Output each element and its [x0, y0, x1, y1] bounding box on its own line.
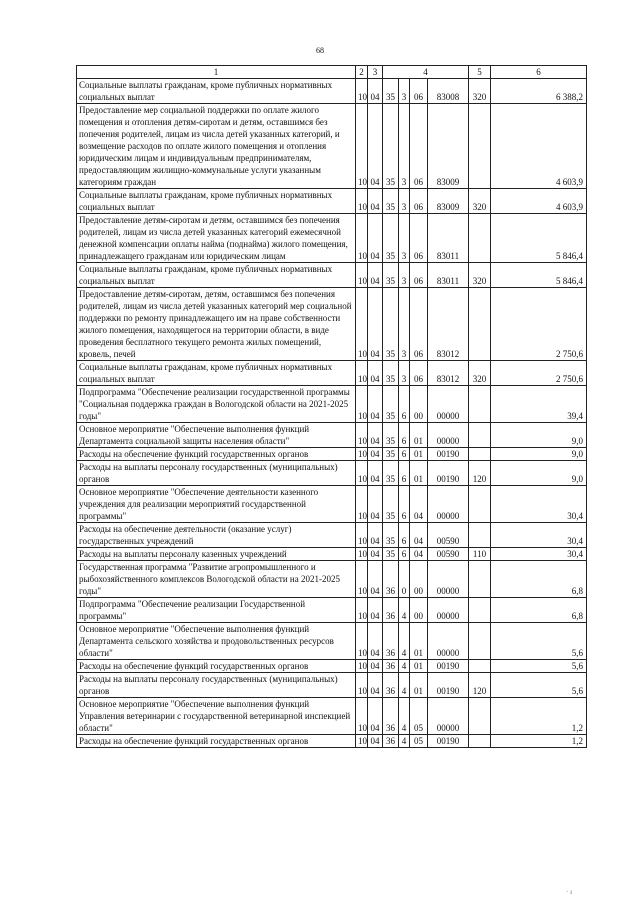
row-name-cell: Социальные выплаты гражданам, кроме публичных нормативных социальных выплат: [77, 263, 356, 288]
subprogram-code-cell: 4: [399, 660, 410, 673]
table-row: [77, 288, 587, 361]
table-row: [77, 673, 587, 698]
header-col-1: 1: [77, 66, 356, 79]
event-code-cell: 00: [410, 561, 428, 598]
direction-code-cell: 00590: [428, 548, 469, 561]
section-code-cell: 10: [356, 214, 368, 263]
amount-cell: 5 846,4: [491, 214, 587, 263]
subprogram-code-cell: 3: [399, 104, 410, 189]
section-code-cell: 10: [356, 189, 368, 214]
amount-cell: 4 603,9: [491, 104, 587, 189]
expense-type-cell: [469, 423, 491, 448]
row-name-cell: Основное мероприятие "Обеспечение выполнения функций Управления ветеринарии с государственной ветеринарной инспекцией области": [77, 698, 356, 735]
table-row: [77, 598, 587, 623]
subprogram-code-cell: 3: [399, 79, 410, 104]
event-code-cell: 01: [410, 673, 428, 698]
subsection-code-cell: 04: [368, 79, 383, 104]
section-code-cell: 10: [356, 461, 368, 486]
subsection-code-cell: 04: [368, 561, 383, 598]
subsection-code-cell: 04: [368, 214, 383, 263]
table-header: [77, 66, 587, 79]
section-code-cell: 10: [356, 735, 368, 748]
expense-type-cell: 320: [469, 361, 491, 386]
subsection-code-cell: 04: [368, 548, 383, 561]
row-name-cell: Предоставление детям-сиротам и детям, оставшимся без попечения родителей, лицам из числа детей указанных категорий ежемесячной денежной компенсации оплаты найма (поднайма) жилого помещения, принадлежащего гражданам или юридическим лицам: [77, 214, 356, 263]
direction-code-cell: 83009: [428, 104, 469, 189]
expense-type-cell: [469, 623, 491, 660]
direction-code-cell: 83012: [428, 288, 469, 361]
expense-type-cell: [469, 523, 491, 548]
subsection-code-cell: 04: [368, 598, 383, 623]
table-row: [77, 561, 587, 598]
event-code-cell: 05: [410, 698, 428, 735]
section-code-cell: 10: [356, 698, 368, 735]
subprogram-code-cell: 6: [399, 548, 410, 561]
program-code-cell: 35: [383, 548, 399, 561]
subsection-code-cell: 04: [368, 361, 383, 386]
section-code-cell: 10: [356, 598, 368, 623]
subsection-code-cell: 04: [368, 673, 383, 698]
row-name-cell: Расходы на обеспечение деятельности (оказание услуг) государственных учреждений: [77, 523, 356, 548]
direction-code-cell: 83011: [428, 214, 469, 263]
subprogram-code-cell: 4: [399, 598, 410, 623]
program-code-cell: 36: [383, 698, 399, 735]
program-code-cell: 35: [383, 189, 399, 214]
direction-code-cell: 83008: [428, 79, 469, 104]
expense-type-cell: 320: [469, 79, 491, 104]
budget-table: [76, 65, 587, 748]
amount-cell: 6 388,2: [491, 79, 587, 104]
subsection-code-cell: 04: [368, 386, 383, 423]
direction-code-cell: 00190: [428, 735, 469, 748]
section-code-cell: 10: [356, 288, 368, 361]
expense-type-cell: 110: [469, 548, 491, 561]
amount-cell: 9,0: [491, 461, 587, 486]
program-code-cell: 35: [383, 423, 399, 448]
header-col-5: 5: [469, 66, 491, 79]
expense-type-cell: [469, 448, 491, 461]
table-row: [77, 523, 587, 548]
section-code-cell: 10: [356, 79, 368, 104]
section-code-cell: 10: [356, 386, 368, 423]
row-name-cell: Предоставление детям-сиротам, детям, оставшимся без попечения родителей, лицам из числа детей указанных категорий мер социальной поддержки по ремонту принадлежащего им на праве собственности жилого помещения, находящегося на территории области, в виде проведения бесплатного текущего ремонта жилых помещений, кровель, печей: [77, 288, 356, 361]
section-code-cell: 10: [356, 523, 368, 548]
section-code-cell: 10: [356, 623, 368, 660]
amount-cell: 5,6: [491, 673, 587, 698]
header-col-6: 6: [491, 66, 587, 79]
row-name-cell: Основное мероприятие "Обеспечение деятельности казенного учреждения для реализации мероприятий государственной программы": [77, 486, 356, 523]
expense-type-cell: [469, 288, 491, 361]
amount-cell: 5 846,4: [491, 263, 587, 288]
expense-type-cell: 320: [469, 263, 491, 288]
table-row: [77, 623, 587, 660]
amount-cell: 6,8: [491, 598, 587, 623]
amount-cell: 30,4: [491, 523, 587, 548]
expense-type-cell: [469, 735, 491, 748]
subprogram-code-cell: 3: [399, 288, 410, 361]
section-code-cell: 10: [356, 423, 368, 448]
header-col-4: 4: [383, 66, 469, 79]
expense-type-cell: [469, 660, 491, 673]
header-col-2: 2: [356, 66, 368, 79]
section-code-cell: 10: [356, 660, 368, 673]
subsection-code-cell: 04: [368, 660, 383, 673]
row-name-cell: Расходы на обеспечение функций государственных органов: [77, 735, 356, 748]
subsection-code-cell: 04: [368, 523, 383, 548]
expense-type-cell: [469, 486, 491, 523]
scan-mark: · ı: [566, 888, 573, 896]
table-row: [77, 263, 587, 288]
event-code-cell: 06: [410, 189, 428, 214]
section-code-cell: 10: [356, 361, 368, 386]
event-code-cell: 04: [410, 486, 428, 523]
amount-cell: 39,4: [491, 386, 587, 423]
amount-cell: 5,6: [491, 660, 587, 673]
expense-type-cell: [469, 386, 491, 423]
subsection-code-cell: 04: [368, 623, 383, 660]
event-code-cell: 01: [410, 461, 428, 486]
program-code-cell: 35: [383, 448, 399, 461]
program-code-cell: 35: [383, 523, 399, 548]
subprogram-code-cell: 6: [399, 523, 410, 548]
event-code-cell: 06: [410, 288, 428, 361]
row-name-cell: Предоставление мер социальной поддержки по оплате жилого помещения и отопления детям-сиротам и детям, оставшимся без попечения родителей, лицам из числа детей указанных категорий, и возмещение расходов по оплате жилого помещения и отопления юридическим лицам и индивидуальным предпринимателям, предоставляющим жилищно-коммунальные услуги указанным категориям граждан: [77, 104, 356, 189]
direction-code-cell: 00190: [428, 461, 469, 486]
subprogram-code-cell: 3: [399, 214, 410, 263]
section-code-cell: 10: [356, 263, 368, 288]
amount-cell: 9,0: [491, 448, 587, 461]
direction-code-cell: 00000: [428, 698, 469, 735]
direction-code-cell: 00000: [428, 386, 469, 423]
table-row: [77, 386, 587, 423]
program-code-cell: 35: [383, 288, 399, 361]
event-code-cell: 01: [410, 660, 428, 673]
subprogram-code-cell: 6: [399, 486, 410, 523]
subprogram-code-cell: 4: [399, 698, 410, 735]
subsection-code-cell: 04: [368, 735, 383, 748]
section-code-cell: 10: [356, 486, 368, 523]
subsection-code-cell: 04: [368, 698, 383, 735]
row-name-cell: Подпрограмма "Обеспечение реализации Государственной программы": [77, 598, 356, 623]
amount-cell: 9,0: [491, 423, 587, 448]
expense-type-cell: [469, 598, 491, 623]
program-code-cell: 35: [383, 461, 399, 486]
direction-code-cell: 00000: [428, 623, 469, 660]
expense-type-cell: 320: [469, 189, 491, 214]
table-row: [77, 189, 587, 214]
subprogram-code-cell: 6: [399, 448, 410, 461]
table-row: [77, 423, 587, 448]
program-code-cell: 35: [383, 214, 399, 263]
row-name-cell: Основное мероприятие "Обеспечение выполнения функций Департамента сельского хозяйства и продовольственных ресурсов области": [77, 623, 356, 660]
amount-cell: 4 603,9: [491, 189, 587, 214]
table-row: [77, 461, 587, 486]
event-code-cell: 06: [410, 104, 428, 189]
amount-cell: 2 750,6: [491, 361, 587, 386]
program-code-cell: 35: [383, 386, 399, 423]
row-name-cell: Расходы на обеспечение функций государственных органов: [77, 660, 356, 673]
table-row: [77, 448, 587, 461]
event-code-cell: 06: [410, 361, 428, 386]
program-code-cell: 36: [383, 598, 399, 623]
section-code-cell: 10: [356, 673, 368, 698]
direction-code-cell: 00000: [428, 598, 469, 623]
subsection-code-cell: 04: [368, 263, 383, 288]
table-row: [77, 214, 587, 263]
subprogram-code-cell: 6: [399, 423, 410, 448]
subprogram-code-cell: 0: [399, 561, 410, 598]
subprogram-code-cell: 3: [399, 189, 410, 214]
amount-cell: 1,2: [491, 698, 587, 735]
expense-type-cell: 120: [469, 673, 491, 698]
table-body: [77, 79, 587, 748]
direction-code-cell: 00590: [428, 523, 469, 548]
subsection-code-cell: 04: [368, 104, 383, 189]
program-code-cell: 35: [383, 104, 399, 189]
subsection-code-cell: 04: [368, 461, 383, 486]
amount-cell: 6,8: [491, 561, 587, 598]
table-row: [77, 361, 587, 386]
subsection-code-cell: 04: [368, 189, 383, 214]
subprogram-code-cell: 3: [399, 361, 410, 386]
program-code-cell: 36: [383, 623, 399, 660]
subprogram-code-cell: 4: [399, 623, 410, 660]
table-row: [77, 735, 587, 748]
event-code-cell: 06: [410, 263, 428, 288]
row-name-cell: Расходы на выплаты персоналу государственных (муниципальных) органов: [77, 673, 356, 698]
event-code-cell: 01: [410, 448, 428, 461]
subsection-code-cell: 04: [368, 486, 383, 523]
row-name-cell: Расходы на выплаты персоналу казенных учреждений: [77, 548, 356, 561]
table-row: [77, 698, 587, 735]
direction-code-cell: 00190: [428, 673, 469, 698]
direction-code-cell: 83012: [428, 361, 469, 386]
section-code-cell: 10: [356, 104, 368, 189]
table-row: [77, 486, 587, 523]
expense-type-cell: [469, 104, 491, 189]
row-name-cell: Социальные выплаты гражданам, кроме публичных нормативных социальных выплат: [77, 79, 356, 104]
direction-code-cell: 00000: [428, 423, 469, 448]
expense-type-cell: [469, 698, 491, 735]
amount-cell: 2 750,6: [491, 288, 587, 361]
row-name-cell: Государственная программа "Развитие агропромышленного и рыбохозяйственного комплексов Вологодской области на 2021-2025 годы": [77, 561, 356, 598]
header-col-3: 3: [368, 66, 383, 79]
event-code-cell: 06: [410, 79, 428, 104]
row-name-cell: Расходы на обеспечение функций государственных органов: [77, 448, 356, 461]
event-code-cell: 05: [410, 735, 428, 748]
section-code-cell: 10: [356, 561, 368, 598]
expense-type-cell: [469, 561, 491, 598]
amount-cell: 30,4: [491, 486, 587, 523]
subprogram-code-cell: 3: [399, 263, 410, 288]
table-row: [77, 548, 587, 561]
subsection-code-cell: 04: [368, 448, 383, 461]
program-code-cell: 36: [383, 561, 399, 598]
event-code-cell: 00: [410, 598, 428, 623]
program-code-cell: 36: [383, 660, 399, 673]
program-code-cell: 36: [383, 673, 399, 698]
program-code-cell: 36: [383, 735, 399, 748]
expense-type-cell: 120: [469, 461, 491, 486]
subprogram-code-cell: 4: [399, 735, 410, 748]
page-number: 68: [316, 46, 324, 55]
event-code-cell: 00: [410, 386, 428, 423]
row-name-cell: Подпрограмма "Обеспечение реализации государственной программы "Социальная поддержка граждан в Вологодской области на 2021-2025 годы": [77, 386, 356, 423]
row-name-cell: Социальные выплаты гражданам, кроме публичных нормативных социальных выплат: [77, 361, 356, 386]
direction-code-cell: 00000: [428, 486, 469, 523]
program-code-cell: 35: [383, 263, 399, 288]
table-row: [77, 79, 587, 104]
subprogram-code-cell: 4: [399, 673, 410, 698]
program-code-cell: 35: [383, 79, 399, 104]
amount-cell: 1,2: [491, 735, 587, 748]
amount-cell: 30,4: [491, 548, 587, 561]
direction-code-cell: 00190: [428, 660, 469, 673]
program-code-cell: 35: [383, 486, 399, 523]
row-name-cell: Расходы на выплаты персоналу государственных (муниципальных) органов: [77, 461, 356, 486]
event-code-cell: 01: [410, 423, 428, 448]
amount-cell: 5,6: [491, 623, 587, 660]
subsection-code-cell: 04: [368, 288, 383, 361]
row-name-cell: Основное мероприятие "Обеспечение выполнения функций Департамента социальной защиты населения области": [77, 423, 356, 448]
table-row: [77, 660, 587, 673]
direction-code-cell: 00000: [428, 561, 469, 598]
direction-code-cell: 83011: [428, 263, 469, 288]
direction-code-cell: 83009: [428, 189, 469, 214]
row-name-cell: Социальные выплаты гражданам, кроме публичных нормативных социальных выплат: [77, 189, 356, 214]
event-code-cell: 06: [410, 214, 428, 263]
subsection-code-cell: 04: [368, 423, 383, 448]
subprogram-code-cell: 6: [399, 386, 410, 423]
direction-code-cell: 00190: [428, 448, 469, 461]
event-code-cell: 04: [410, 548, 428, 561]
event-code-cell: 04: [410, 523, 428, 548]
program-code-cell: 35: [383, 361, 399, 386]
section-code-cell: 10: [356, 548, 368, 561]
table-row: [77, 104, 587, 189]
section-code-cell: 10: [356, 448, 368, 461]
event-code-cell: 01: [410, 623, 428, 660]
subprogram-code-cell: 6: [399, 461, 410, 486]
expense-type-cell: [469, 214, 491, 263]
